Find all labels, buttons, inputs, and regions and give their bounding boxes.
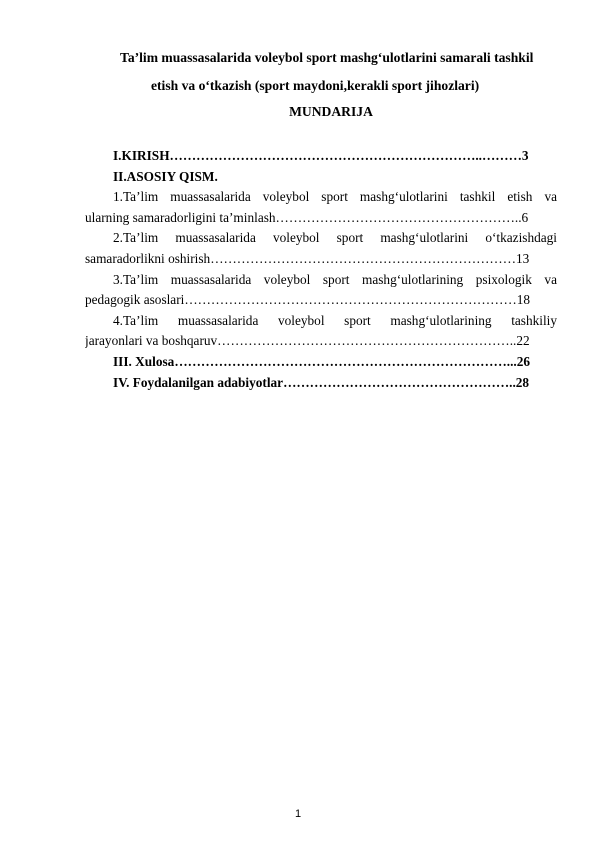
toc-entry-1-line-1: 1.Ta’lim muassasalarida voleybol sport mashg‘ulotlarini tashkil etish va	[113, 189, 557, 205]
toc-entry-4-line-2: jarayonlari va boshqaruv…………………………………………………………..22	[85, 333, 530, 349]
toc-entry-references: IV. Foydalanilgan adabiyotlar……………………………………………..28	[113, 374, 530, 390]
toc-entry-1-line-2: ularning samaradorligini ta’minlash………………………………………………..6	[85, 209, 529, 225]
toc-entry-4-line-1: 4.Ta’lim muassasalarida voleybol sport mashg‘ulotlarining tashkiliy	[113, 312, 557, 328]
table-of-contents	[85, 146, 557, 393]
toc-entry-2-line-2: samaradorlikni oshirish……………………………………………………………13	[85, 250, 530, 266]
document-title-line-1: Ta’lim muassasalarida voleybol sport mashg‘ulotlarini samarali tashkil	[120, 50, 534, 65]
toc-entry-3-line-2: pedagogik asoslari…………………………………………………………………18	[85, 292, 531, 308]
page-number: 1	[294, 808, 302, 820]
toc-entry-main-part: II.ASOSIY QISM.	[113, 168, 218, 184]
toc-entry-3-line-1: 3.Ta’lim muassasalarida voleybol sport mashg‘ulotlarining psixologik va	[113, 271, 557, 287]
toc-entry-intro: I.KIRISH……………………………………………………………..………3	[113, 148, 529, 163]
contents-heading: MUNDARIJA	[289, 104, 373, 119]
toc-entry-2-line-1: 2.Ta’lim muassasalarida voleybol sport mashg‘ulotlarini o‘tkazishdagi	[113, 230, 557, 246]
document-title-line-2: etish va o‘tkazish (sport maydoni,kerakli sport jihozlari)	[151, 78, 480, 93]
toc-entry-conclusion: III. Xulosa…………………………………………………………………...26	[113, 353, 531, 369]
